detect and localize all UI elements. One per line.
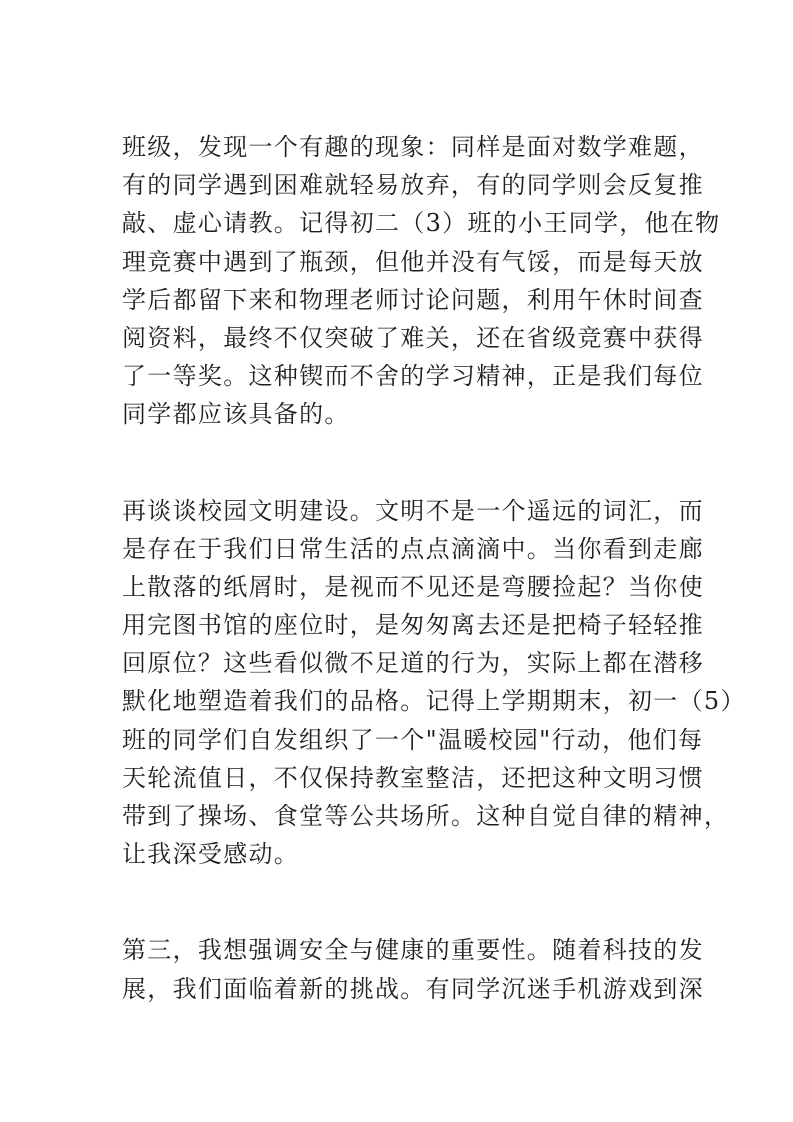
text-line: 回原位？这些看似微不足道的行为，实际上都在潜移: [122, 649, 704, 678]
text-line: 阅资料，最终不仅突破了难关，还在省级竞赛中获得: [122, 323, 704, 352]
paragraph-study-spirit: [122, 128, 721, 434]
paragraph-campus-civility: [122, 492, 746, 874]
text-line: 了一等奖。这种锲而不舍的学习精神，正是我们每位: [122, 362, 704, 391]
text-line: 天轮流值日，不仅保持教室整洁，还把这种文明习惯: [122, 763, 704, 792]
text-line: 带到了操场、食堂等公共场所。这种自觉自律的精神，: [122, 802, 730, 830]
text-line: 再谈谈校园文明建设。文明不是一个遥远的词汇，而: [122, 496, 704, 525]
text-line: 有的同学遇到困难就轻易放弃，有的同学则会反复推: [122, 171, 704, 200]
text-line: 是存在于我们日常生活的点点滴滴中。当你看到走廊: [122, 534, 704, 563]
text-line: 第三，我想强调安全与健康的重要性。随着科技的发: [122, 936, 704, 965]
text-line: 默化地塑造着我们的品格。记得上学期期末，初一（5）: [122, 687, 746, 716]
text-line: 班级，发现一个有趣的现象：同样是面对数学难题，: [122, 133, 704, 161]
text-line: 展，我们面临着新的挑战。有同学沉迷手机游戏到深: [122, 974, 704, 1003]
text-line: 让我深受感动。: [122, 840, 300, 869]
text-line: 敲、虚心请教。记得初二（3）班的小王同学，他在物: [122, 209, 721, 238]
text-line: 用完图书馆的座位时，是匆匆离去还是把椅子轻轻推: [122, 611, 704, 640]
document-page: [122, 128, 746, 1066]
text-line: 理竞赛中遇到了瓶颈，但他并没有气馁，而是每天放: [122, 247, 704, 276]
text-line: 上散落的纸屑时，是视而不见还是弯腰捡起？当你使: [122, 572, 704, 601]
text-line: 班的同学们自发组织了一个"温暖校园"行动，他们每: [122, 725, 704, 754]
paragraph-safety-health: [122, 931, 704, 1007]
text-line: 学后都留下来和物理老师讨论问题，利用午休时间查: [122, 285, 704, 314]
text-line: 同学都应该具备的。: [122, 400, 350, 429]
